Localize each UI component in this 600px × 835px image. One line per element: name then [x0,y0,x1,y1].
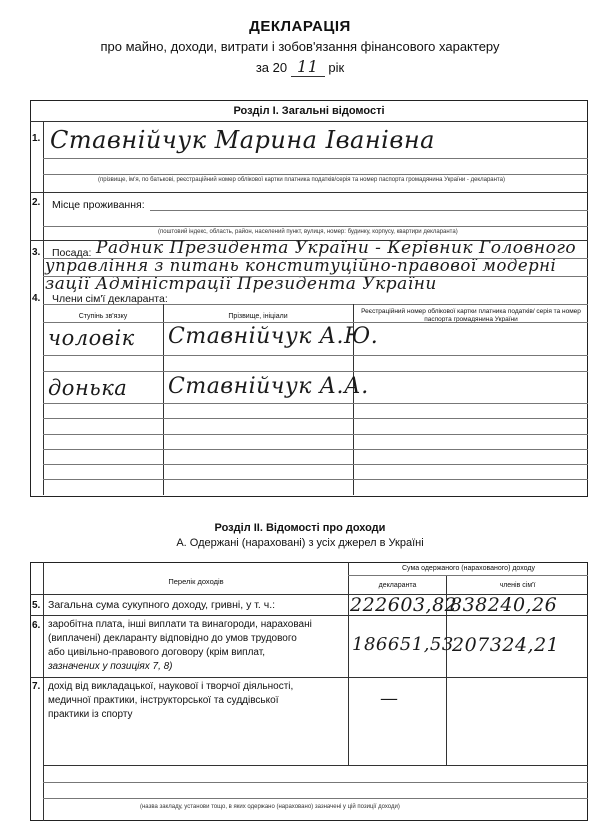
row6-declarant-amount: 186651,53 [352,634,454,655]
member2-relation: донька [48,376,128,400]
row2-caption: (поштовий індекс, область, район, населений пункт, вулиця, номер: будинку, корпусу, квартири декларанта) [158,229,458,235]
year-value: 11 [291,57,325,77]
section2-subheading: А. Одержані (нараховані) з усіх джерел в Україні [176,537,424,549]
position-line-3: зації Адміністрації Президента України [45,274,437,294]
section2-heading: Розділ II. Відомості про доходи [214,522,386,534]
row1-caption: (прізвище, ім'я, по батькові, реєстраційний номер облікової картки платника податків/серія та номер паспорта громадянина України - декларанта) [98,177,505,183]
row3-number: 3. [32,247,41,258]
row6-text-line3: або цивільно-правового договору (крім виплат, [48,647,266,658]
member2-name: Ставнійчук А.А. [168,374,369,399]
row6-family-amount: 207324,21 [452,634,560,656]
row2-number: 2. [32,197,41,208]
document-title: ДЕКЛАРАЦІЯ [249,18,351,35]
row6-text-line1: заробітна плата, інші виплати та винагороди, нараховані [48,619,312,630]
col-family: членів сім'ї [499,582,536,589]
row5-family-amount: 838240,26 [450,594,558,616]
row7-text-line1: дохід від викладацької, наукової і творчої діяльності, [48,681,294,692]
row7-number: 7. [32,681,41,692]
col-regnum-header: Реєстраційний номер облікової картки платника податків/ серія та номер паспорта громадянина України [361,308,581,323]
member1-relation: чоловік [48,326,135,350]
row5-text: Загальна сума сукупного доходу, гривні, у т. ч.: [48,599,276,611]
row6-text-line4: зазначених у позиціях 7, 8) [48,661,173,672]
row5-declarant-amount: 222603,82 [350,594,458,616]
row5-number: 5. [32,600,41,611]
year-prefix: за 20 [255,60,288,75]
member1-name: Ставнійчук А.Ю. [168,324,379,349]
col-declarant: декларанта [378,582,417,589]
row6-text-line2: (виплачені) декларанту відповідно до умов трудового [48,633,297,644]
col-relation-header: Ступінь зв'язку [78,313,128,320]
row7-text-line2: медичної практики, інструкторської та суддівської [48,695,279,706]
row1-number: 1. [32,133,41,144]
position-label: Посада: [52,247,92,259]
section1-heading: Розділ І. Загальні відомості [233,105,385,117]
col-name-header: Прізвище, ініціали [228,313,288,320]
row7-declarant-amount: — [380,688,399,709]
row7-text-line3: практики із спорту [48,709,133,720]
year-line [0,57,600,77]
residence-label: Місце проживання: [52,199,145,211]
col-income-list: Перелік доходів [168,577,224,586]
position-line-2: управління з питань конституційно-правової модерні [45,256,557,275]
row4-number: 4. [32,293,41,304]
page-header [0,18,600,77]
declarant-name-handwritten: Ставнійчук Марина Іванівна [50,126,435,154]
document-subtitle: про майно, доходи, витрати і зобов'язання фінансового характеру [100,39,500,54]
year-suffix: рік [328,60,345,75]
position-line-1: Радник Президента України - Керівник Головного [96,238,577,258]
income-source-caption: (назва закладу, установи тощо, в яких одержано (нараховано) зазначені у цій позиції доходи) [140,804,400,810]
row6-number: 6. [32,620,41,631]
col-amount-header: Сума одержаного (нарахованого) доходу [401,565,535,572]
family-members-label: Члени сім'ї декларанта: [52,293,168,305]
